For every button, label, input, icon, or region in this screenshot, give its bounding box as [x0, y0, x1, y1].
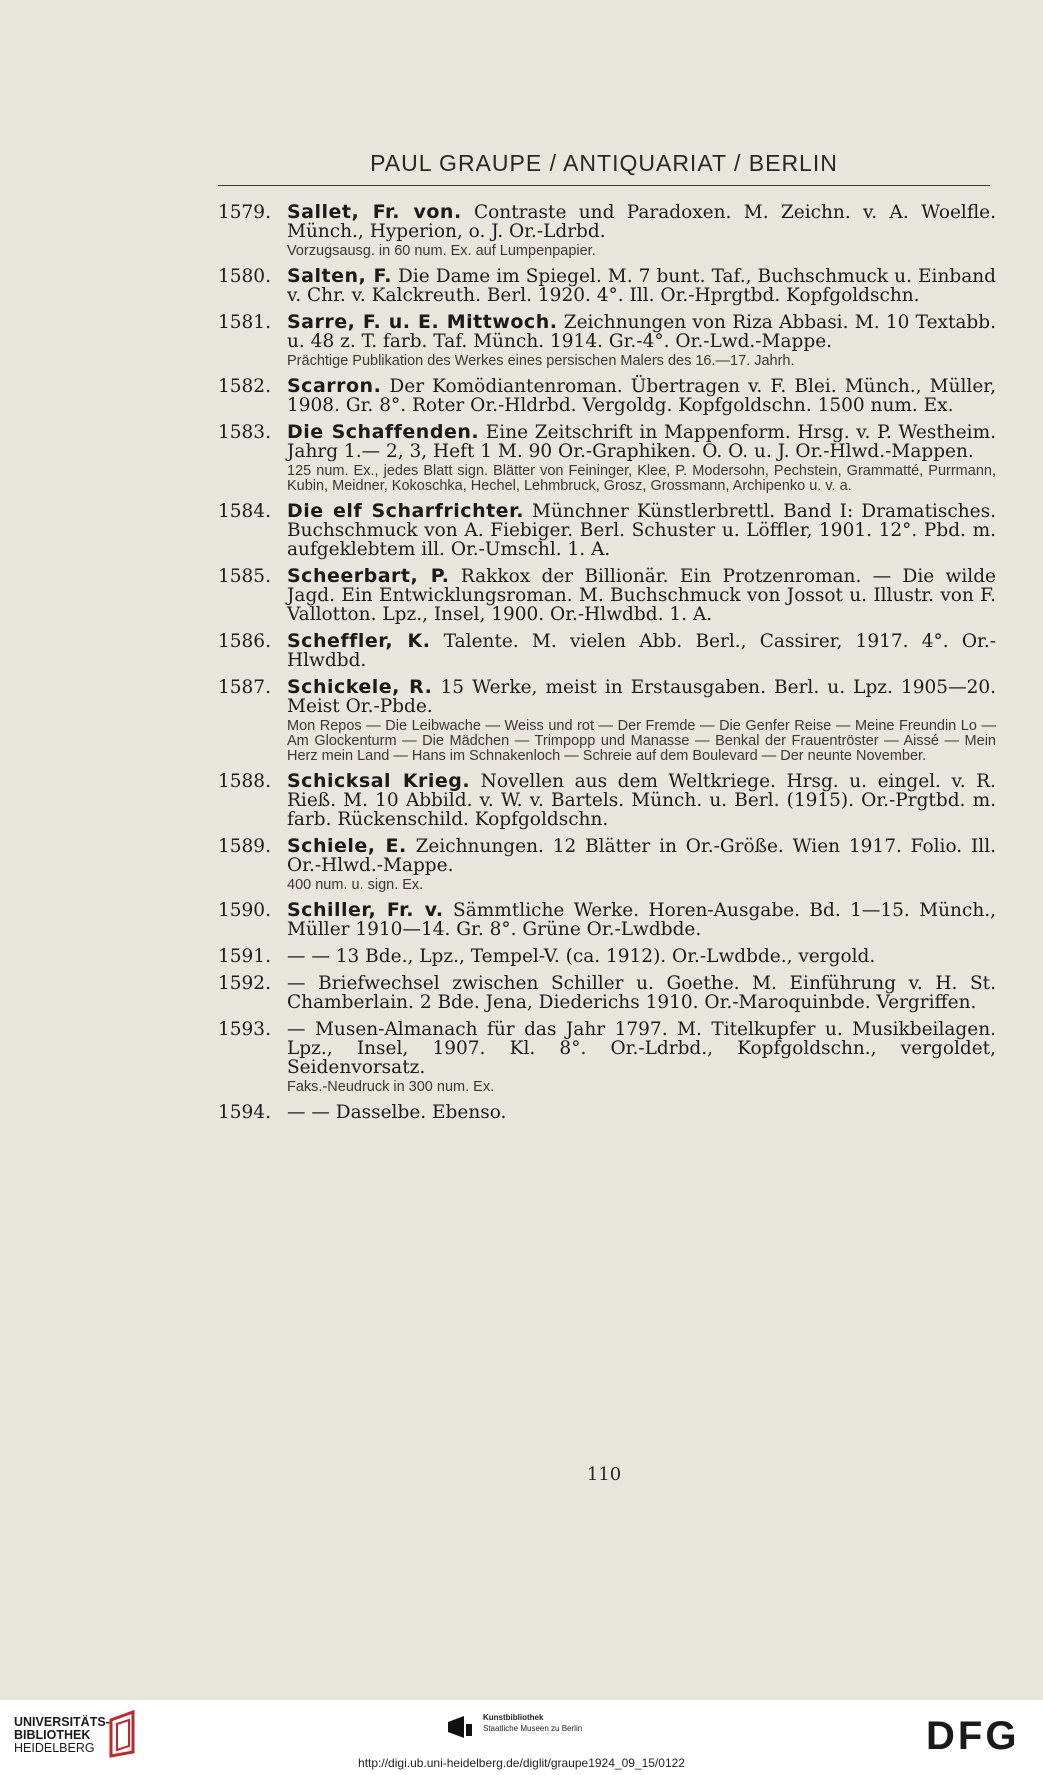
entry-text: Zeichnungen von Riza Abbasi. M. 10 Textabb. u. 48 z. T. farb. Taf. Münch. 1914. Gr.-4°. Or.-Lwd.-Mappe. [287, 312, 996, 352]
entry-description [287, 1020, 996, 1077]
catalog-entry [218, 632, 996, 670]
entry-author: Die Schaffenden. [287, 421, 480, 443]
entry-number: 1587. [218, 677, 271, 698]
ub-logo-line3: HEIDELBERG [14, 1741, 95, 1755]
entry-text: Sämmtliche Werke. Horen-Ausgabe. Bd. 1—15. Münch., Müller 1910—14. Gr. 8°. Grüne Or.-Lwdbde. [287, 900, 996, 940]
entry-author: Scheffler, K. [287, 630, 431, 652]
catalog-entry [218, 1020, 996, 1095]
entry-description [287, 203, 996, 241]
entry-number: 1584. [218, 501, 271, 522]
entry-number: 1580. [218, 266, 271, 287]
kb-line2: Staatliche Museen zu Berlin [483, 1724, 583, 1733]
entry-author: Schiller, Fr. v. [287, 899, 444, 921]
catalog-entry [218, 377, 996, 415]
catalog-entry [218, 1103, 996, 1122]
entry-description [287, 502, 996, 559]
entry-author: Schicksal Krieg. [287, 770, 471, 792]
entry-description [287, 267, 996, 305]
entry-text: Eine Zeitschrift in Mappenform. Hrsg. v. P. Westheim. Jahrg 1.— 2, 3, Heft 1 M. 90 Or.-Graphiken. O. O. u. J. Or.-Hlwd.-Mappen. [287, 422, 996, 462]
entry-number: 1590. [218, 900, 271, 921]
catalog-entry [218, 772, 996, 829]
dfg-logo[interactable]: DFG [926, 1714, 1020, 1758]
catalog-entry [218, 678, 996, 764]
entry-author: Salten, F. [287, 265, 392, 287]
entry-description [287, 837, 996, 875]
entry-text: Rakkox der Billionär. Ein Protzenroman. — Die wilde Jagd. Ein Entwicklungsroman. M. Buchschmuck von Jossot u. Illustr. von F. Vallotton. Lpz., Insel, 1900. Or.-Hlwdbd. 1. A. [287, 566, 996, 625]
entry-author: Schickele, R. [287, 676, 433, 698]
catalog-entry [218, 947, 996, 966]
entry-description [287, 632, 996, 670]
entry-note: Mon Repos — Die Leibwache — Weiss und rot — Der Fremde — Die Genfer Reise — Meine Freundin Lo — Am Glockenturm — Die Mädchen — Trimpopp und Manasse — Benkal der Frauentröster — Aissé — Mein Herz mein Land — Hans im Schnakenloch — Schreie auf dem Boulevard — Der neunte November. [287, 718, 996, 764]
entry-description [287, 313, 996, 351]
entry-text: — — Dasselbe. Ebenso. [287, 1102, 507, 1123]
entry-text: Die Dame im Spiegel. M. 7 bunt. Taf., Buchschmuck u. Einband v. Chr. v. Kalckreuth. Berl. 1920. 4°. Ill. Or.-Hprgtbd. Kopfgoldschn. [287, 266, 997, 306]
entry-list [218, 203, 996, 1130]
entry-text: — — 13 Bde., Lpz., Tempel-V. (ca. 1912). Or.-Lwdbde., vergold. [287, 946, 876, 967]
ub-logo-line2: BIBLIOTHEK [14, 1728, 91, 1742]
ub-logo-mark-icon [103, 1708, 143, 1758]
entry-number: 1588. [218, 771, 271, 792]
kb-line1: Kunstbibliothek [483, 1713, 544, 1722]
ub-heidelberg-logo[interactable] [14, 1716, 110, 1755]
entry-note: Faks.-Neudruck in 300 num. Ex. [287, 1079, 495, 1095]
entry-note: Vorzugsausg. in 60 num. Ex. auf Lumpenpapier. [287, 243, 596, 259]
entry-number: 1585. [218, 566, 271, 587]
entry-number: 1593. [218, 1019, 271, 1040]
permalink-url[interactable]: http://digi.ub.uni-heidelberg.de/diglit/graupe1924_09_15/0122 [358, 1756, 685, 1770]
entry-author: Sallet, Fr. von. [287, 201, 462, 223]
entry-description [287, 947, 996, 966]
entry-text: — Musen-Almanach für das Jahr 1797. M. Titelkupfer u. Musikbeilagen. Lpz., Insel, 1907. Kl. 8°. Or.-Ldrbd., Kopfgoldschn., vergoldet, Seidenvorsatz. [287, 1019, 996, 1078]
catalog-entry [218, 203, 996, 259]
catalog-entry [218, 901, 996, 939]
entry-number: 1583. [218, 422, 271, 443]
entry-text: Talente. M. vielen Abb. Berl., Cassirer, 1917. 4°. Or.-Hlwdbd. [287, 631, 996, 671]
entry-text: — Briefwechsel zwischen Schiller u. Goethe. M. Einführung v. H. St. Chamberlain. 2 Bde. Jena, Diederichs 1910. Or.-Maroquinbde. Vergriffen. [287, 973, 996, 1013]
catalog-entry [218, 423, 996, 494]
catalog-entry [218, 837, 996, 893]
entry-number: 1579. [218, 202, 271, 223]
entry-author: Sarre, F. u. E. Mittwoch. [287, 311, 558, 333]
entry-author: Die elf Scharfrichter. [287, 500, 524, 522]
entry-description [287, 772, 996, 829]
entry-number: 1594. [218, 1102, 271, 1123]
entry-number: 1591. [218, 946, 271, 967]
entry-text: Zeichnungen. 12 Blätter in Or.-Größe. Wien 1917. Folio. Ill. Or.-Hlwd.-Mappe. [287, 836, 996, 876]
entry-description [287, 1103, 996, 1122]
entry-description [287, 678, 996, 716]
entry-text: 15 Werke, meist in Erstausgaben. Berl. u. Lpz. 1905—20. Meist Or.-Pbde. [287, 677, 996, 717]
entry-description [287, 423, 996, 461]
entry-description [287, 567, 996, 624]
catalog-entry [218, 502, 996, 559]
entry-text: Contraste und Paradoxen. M. Zeichn. v. A. Woelfle. Münch., Hyperion, o. J. Or.-Ldrbd. [287, 202, 996, 242]
entry-author: Scarron. [287, 375, 382, 397]
catalog-entry [218, 267, 996, 305]
entry-description [287, 974, 996, 1012]
kunstbibliothek-icon [446, 1714, 474, 1740]
entry-note: 400 num. u. sign. Ex. [287, 877, 424, 893]
entry-description [287, 377, 996, 415]
entry-number: 1589. [218, 836, 271, 857]
header-rule [218, 185, 990, 186]
entry-author: Scheerbart, P. [287, 565, 450, 587]
entry-description [287, 901, 996, 939]
page-number: 110 [586, 1464, 622, 1485]
entry-number: 1586. [218, 631, 271, 652]
entry-author: Schiele, E. [287, 835, 407, 857]
footer-bar [0, 1700, 1043, 1775]
kunstbibliothek-logo[interactable] [446, 1710, 606, 1750]
catalog-entry [218, 313, 996, 369]
entry-text: Münchner Künstlerbrettl. Band I: Dramatisches. Buchschmuck von A. Fiebiger. Berl. Schuster u. Löffler, 1901. 12°. Pbd. m. aufgeklebtem ill. Or.-Umschl. 1. A. [287, 501, 997, 560]
entry-text: Novellen aus dem Weltkriege. Hrsg. u. eingel. v. R. Rieß. M. 10 Abbild. v. W. v. Bartels. Münch. u. Berl. (1915). Or.-Prgtbd. m. farb. Rückenschild. Kopfgoldschn. [287, 771, 996, 830]
catalog-entry [218, 974, 996, 1012]
ub-logo-line1: UNIVERSITÄTS- [14, 1715, 110, 1729]
page-header: PAUL GRAUPE / ANTIQUARIAT / BERLIN [370, 150, 838, 176]
entry-number: 1582. [218, 376, 271, 397]
entry-note: 125 num. Ex., jedes Blatt sign. Blätter von Feininger, Klee, P. Modersohn, Pechstein, Grammatté, Purrmann, Kubin, Meidner, Kokoschka, Hechel, Lehmbruck, Grosz, Grossmann, Archipenko u. v. a. [287, 463, 996, 494]
entry-number: 1592. [218, 973, 271, 994]
entry-text: Der Komödiantenroman. Übertragen v. F. Blei. Münch., Müller, 1908. Gr. 8°. Roter Or.-Hldrbd. Vergoldg. Kopfgoldschn. 1500 num. Ex. [287, 376, 996, 416]
entry-number: 1581. [218, 312, 271, 333]
catalog-entry [218, 567, 996, 624]
entry-note: Prächtige Publikation des Werkes eines persischen Malers des 16.—17. Jahrh. [287, 353, 795, 369]
